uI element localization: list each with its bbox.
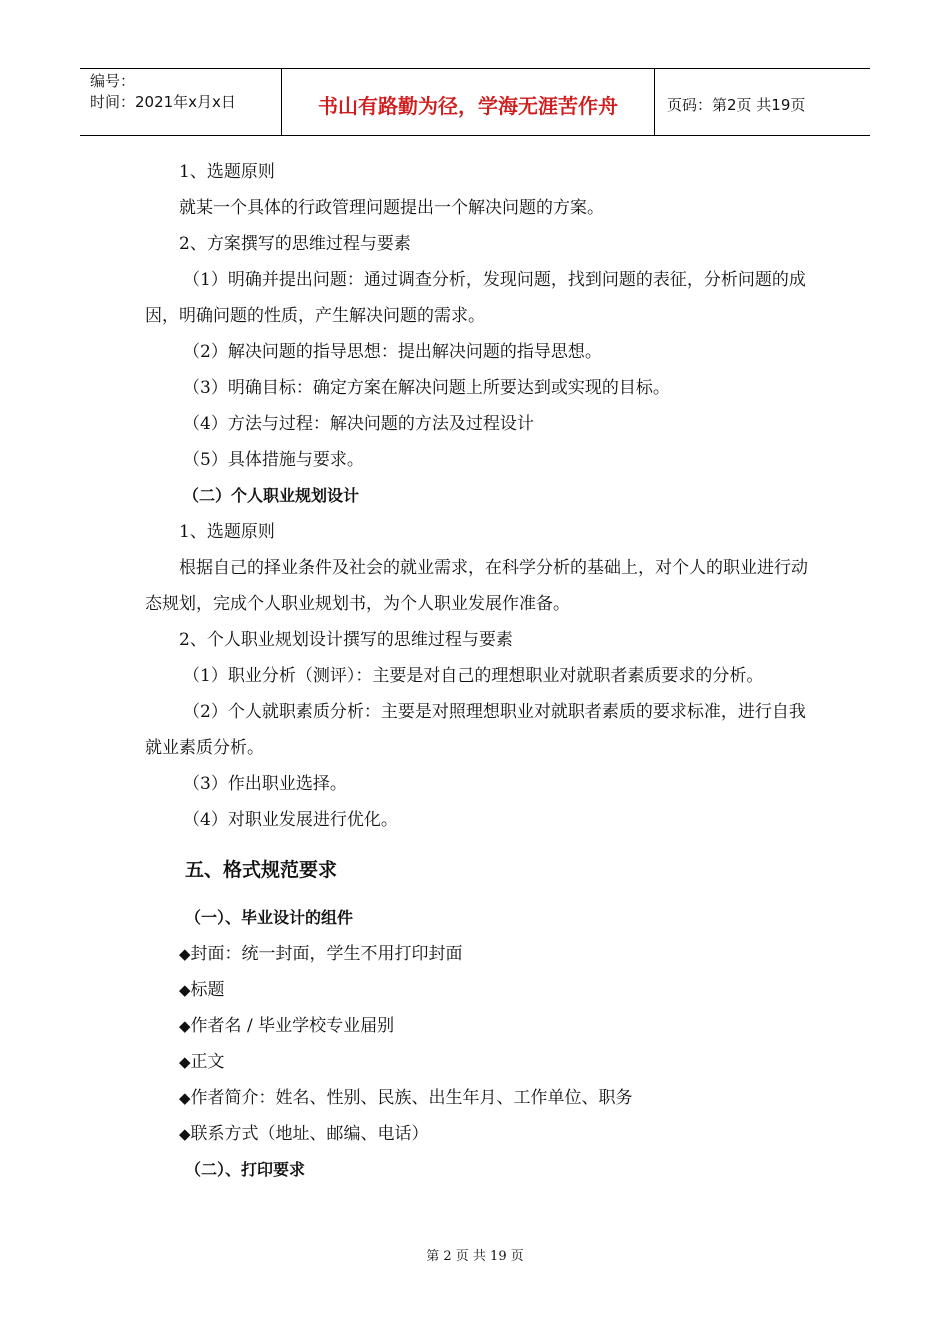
paragraph: 1、选题原则 [179, 522, 275, 542]
section-title: 五、格式规范要求 [185, 859, 338, 881]
paragraph: 1、选题原则 [179, 162, 275, 182]
subsection-heading: （一）、毕业设计的组件 [185, 908, 354, 927]
diamond-bullet-icon: ◆ [179, 1053, 191, 1071]
paragraph: （4）对职业发展进行优化。 [183, 810, 398, 830]
time-label: 时间：2021年x月x日 [90, 93, 236, 111]
paragraph: 根据自己的择业条件及社会的就业需求，在科学分析的基础上，对个人的职业进行动态规划，完成个人职业规划书，为个人职业发展作准备。 [145, 558, 808, 614]
header-motto: 书山有路勤为径，学海无涯苦作舟 [282, 69, 655, 135]
list-item: ◆正文 [179, 1052, 225, 1072]
list-item: ◆联系方式（地址、邮编、电话） [179, 1124, 429, 1144]
page-header [80, 68, 870, 136]
diamond-bullet-icon: ◆ [179, 1125, 191, 1143]
paragraph: 就某一个具体的行政管理问题提出一个解决问题的方案。 [179, 198, 604, 218]
paragraph: （1）职业分析（测评）：主要是对自己的理想职业对就职者素质要求的分析。 [183, 666, 764, 686]
paragraph: （1）明确并提出问题：通过调查分析，发现问题，找到问题的表征，分析问题的成因，明确问题的性质，产生解决问题的需求。 [145, 270, 806, 326]
paragraph: 2、个人职业规划设计撰写的思维过程与要素 [179, 630, 513, 650]
document-body [145, 154, 810, 1188]
list-item: ◆作者简介：姓名、性别、民族、出生年月、工作单位、职务 [179, 1088, 633, 1108]
paragraph: （5）具体措施与要求。 [183, 450, 364, 470]
paragraph: （3）明确目标：确定方案在解决问题上所要达到或实现的目标。 [183, 378, 670, 398]
paragraph: （4）方法与过程：解决问题的方法及过程设计 [183, 414, 534, 434]
diamond-bullet-icon: ◆ [179, 945, 191, 963]
list-item: ◆标题 [179, 980, 225, 1000]
subsection-heading: （二）、打印要求 [185, 1160, 306, 1179]
header-page-info: 页码：第2页 共19页 [667, 95, 806, 114]
component-list [145, 936, 810, 1152]
diamond-bullet-icon: ◆ [179, 981, 191, 999]
paragraph: （3）作出职业选择。 [183, 774, 347, 794]
subsection-heading: （二）个人职业规划设计 [183, 486, 360, 505]
paragraph: 2、方案撰写的思维过程与要素 [179, 234, 411, 254]
paragraph: （2）个人就职素质分析：主要是对照理想职业对就职者素质的要求标准，进行自我就业素质分析。 [145, 702, 806, 758]
list-item: ◆封面：统一封面，学生不用打印封面 [179, 944, 463, 964]
page-footer: 第 2 页 共 19 页 [426, 1249, 524, 1264]
list-item: ◆作者名 / 毕业学校专业届别 [179, 1016, 395, 1036]
diamond-bullet-icon: ◆ [179, 1089, 191, 1107]
header-meta [80, 69, 282, 135]
diamond-bullet-icon: ◆ [179, 1017, 191, 1035]
paragraph: （2）解决问题的指导思想：提出解决问题的指导思想。 [183, 342, 602, 362]
number-label: 编号： [90, 72, 136, 90]
